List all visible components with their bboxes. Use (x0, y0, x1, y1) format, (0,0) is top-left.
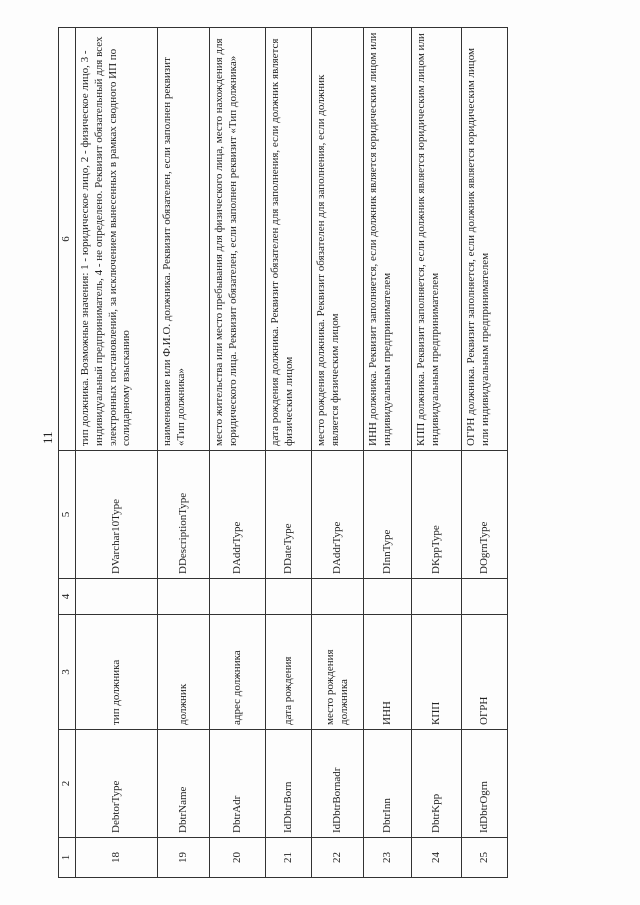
row-number: 21 (266, 838, 312, 878)
header-row (59, 28, 76, 878)
requirement-cell (266, 579, 312, 615)
element-name: тип должника (76, 615, 158, 730)
element-name: ИНН (364, 615, 412, 730)
element-code: IdDbtrBornadr (312, 730, 364, 838)
row-number: 19 (158, 838, 210, 878)
row-number: 20 (210, 838, 266, 878)
element-description: место жительства или место пребывания для физического лица, место нахождения для юридического лица. Реквизит обязателен, если заполнен реквизит «Тип должника» (210, 28, 266, 451)
element-type: DAddrType (312, 451, 364, 579)
col-header: 2 (59, 730, 76, 838)
requirement-cell (158, 579, 210, 615)
element-type: DVarchar10Type (76, 451, 158, 579)
element-code: DbtrAdr (210, 730, 266, 838)
element-name: адрес должника (210, 615, 266, 730)
row-number: 22 (312, 838, 364, 878)
element-type: DDateType (266, 451, 312, 579)
element-type: DDescriptionType (158, 451, 210, 579)
col-header: 5 (59, 451, 76, 579)
row-number: 24 (412, 838, 462, 878)
requisites-table (58, 27, 508, 878)
element-type: DInnType (364, 451, 412, 579)
element-code: DbtrInn (364, 730, 412, 838)
element-name: дата рождения (266, 615, 312, 730)
col-header: 3 (59, 615, 76, 730)
requirement-cell (312, 579, 364, 615)
element-type: DOgrnType (462, 451, 508, 579)
rotated-page (58, 28, 578, 878)
element-name: место рождения должника (312, 615, 364, 730)
element-description: ОГРН должника. Реквизит заполняется, если должник является юридическим лицом или индивидуальным предпринимателем (462, 28, 508, 451)
col-header: 4 (59, 579, 76, 615)
col-header: 6 (59, 28, 76, 451)
requirement-cell (210, 579, 266, 615)
element-code: DebtorType (76, 730, 158, 838)
table-row (462, 28, 508, 878)
table-row (76, 28, 158, 878)
table-row (158, 28, 210, 878)
element-description: дата рождения должника. Реквизит обязателен для заполнения, если должник является физическим лицом (266, 28, 312, 451)
table-row (364, 28, 412, 878)
element-description: наименование или Ф.И.О. должника. Реквизит обязателен, если заполнен реквизит «Тип должника» (158, 28, 210, 451)
table-row (312, 28, 364, 878)
element-type: DAddrType (210, 451, 266, 579)
col-header: 1 (59, 838, 76, 878)
element-code: IdDbtrOgrn (462, 730, 508, 838)
row-number: 25 (462, 838, 508, 878)
element-name: должник (158, 615, 210, 730)
requirement-cell (76, 579, 158, 615)
table-row (412, 28, 462, 878)
requirement-cell (364, 579, 412, 615)
element-description: КПП должника. Реквизит заполняется, если должник является юридическим лицом или индивидуальным предпринимателем (412, 28, 462, 451)
element-code: IdDbtrBorn (266, 730, 312, 838)
page-number: 11 (40, 431, 55, 444)
element-description: место рождения должника. Реквизит обязателен для заполнения, если должник является физическим лицом (312, 28, 364, 451)
element-type: DKppType (412, 451, 462, 579)
table-row (210, 28, 266, 878)
table-row (266, 28, 312, 878)
element-code: DbtrKpp (412, 730, 462, 838)
row-number: 18 (76, 838, 158, 878)
requirement-cell (412, 579, 462, 615)
element-description: ИНН должника. Реквизит заполняется, если должник является юридическим лицом или индивидуальным предпринимателем (364, 28, 412, 451)
element-name: КПП (412, 615, 462, 730)
element-code: DbtrName (158, 730, 210, 838)
row-number: 23 (364, 838, 412, 878)
requirement-cell (462, 579, 508, 615)
element-name: ОГРН (462, 615, 508, 730)
element-description: тип должника. Возможные значения: 1 - юридическое лицо, 2 - физическое лицо, 3 - индивидуальный предприниматель, 4 - не определено. Реквизит обязательный для всех электронных постановлений, за исключением вынесенных в рамках сводного ИП по солидарному взысканию (76, 28, 158, 451)
